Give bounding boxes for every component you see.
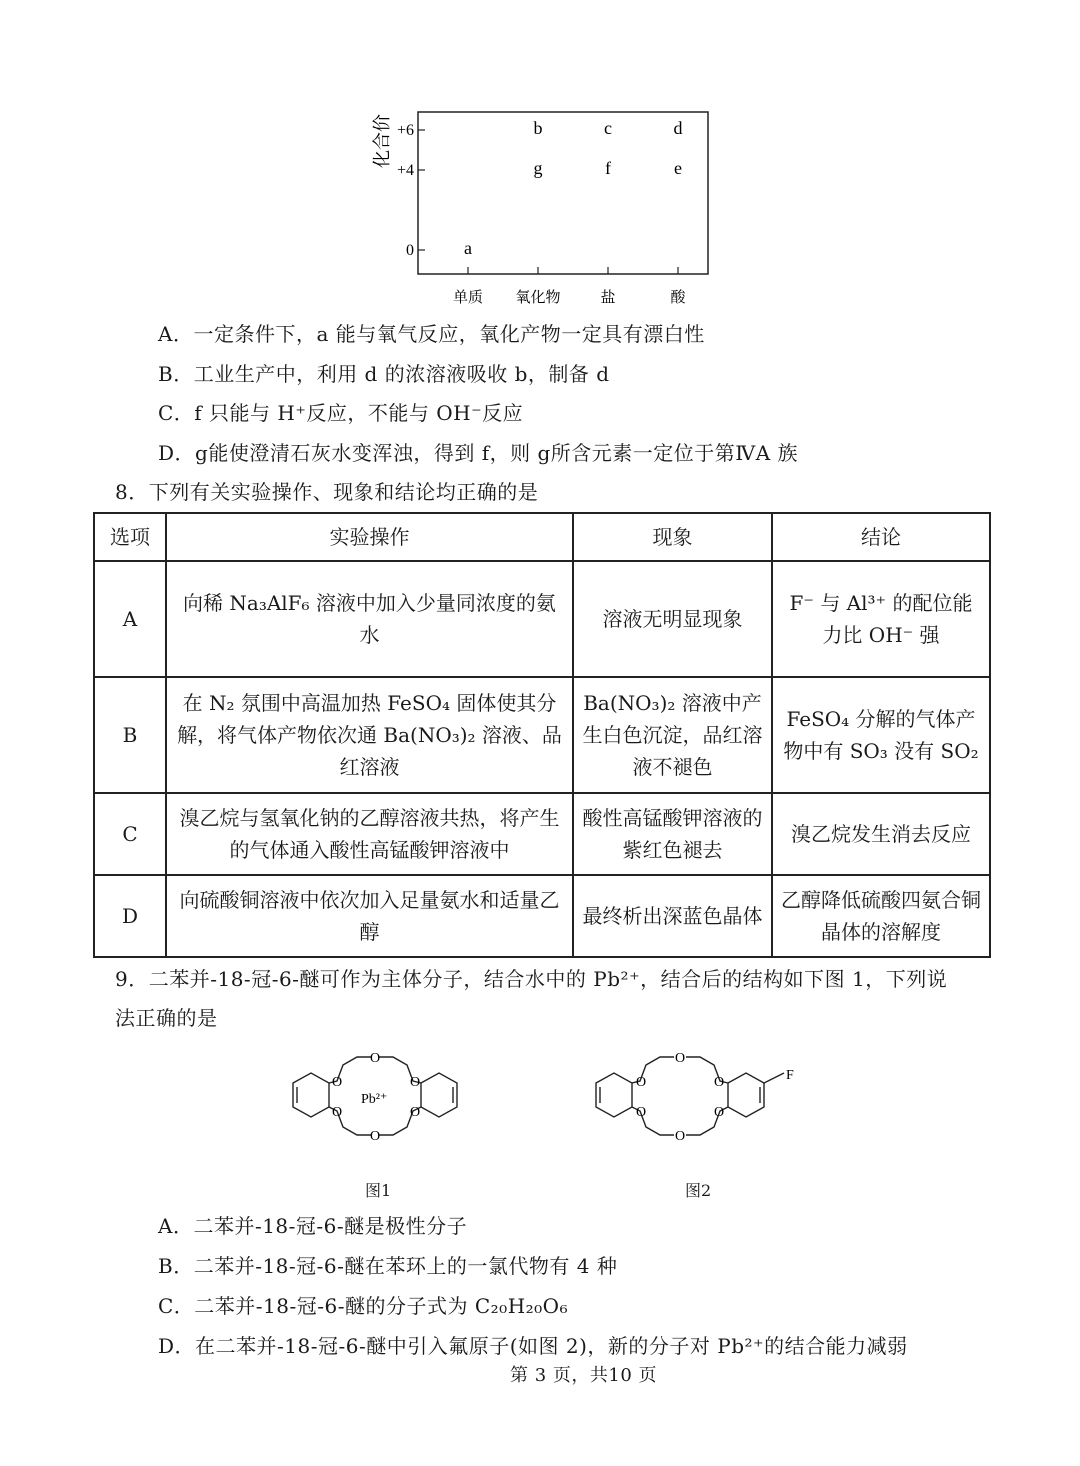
y-tick-label: 0 [406,242,414,259]
oxygen-label: O [675,1129,686,1144]
table-row [94,677,990,793]
figure-2-fluorinated-crown-ether [588,1045,808,1165]
oxygen-label: O [636,1105,647,1120]
q7-option-b: B．工业生产中，利用 d 的浓溶液吸收 b，制备 d [158,362,610,386]
data-point-d: d [673,118,683,138]
data-point-g: g [533,158,543,178]
row-phenomenon: 最终析出深蓝色晶体 [573,875,772,957]
header-conclusion: 结论 [772,513,990,561]
x-tick-label: 酸 [670,288,686,306]
row-conclusion: F⁻ 与 Al³⁺ 的配位能力比 OH⁻ 强 [772,561,990,677]
oxygen-label: O [332,1075,343,1090]
fluorine-label: F [786,1068,794,1083]
table-header-row [94,513,990,561]
row-conclusion: FeSO₄ 分解的气体产物中有 SO₃ 没有 SO₂ [772,677,990,793]
oxygen-label: O [636,1075,647,1090]
header-phenomenon: 现象 [573,513,772,561]
figure-2-caption: 图2 [685,1181,712,1200]
q7-option-a: A．一定条件下，a 能与氧气反应，氧化产物一定具有漂白性 [158,322,705,346]
row-conclusion: 溴乙烷发生消去反应 [772,793,990,875]
data-point-e: e [674,158,682,178]
row-operation: 向硫酸铜溶液中依次加入足量氨水和适量乙醇 [166,875,573,957]
figure-1-caption: 图1 [365,1181,392,1200]
header-operation: 实验操作 [166,513,573,561]
x-tick-label: 氧化物 [515,288,561,306]
row-conclusion: 乙醇降低硫酸四氨合铜晶体的溶解度 [772,875,990,957]
oxygen-label: O [714,1075,725,1090]
row-phenomenon: 溶液无明显现象 [573,561,772,677]
oxygen-label: O [714,1105,725,1120]
pb-ion-label: Pb²⁺ [361,1092,388,1107]
oxygen-label: O [410,1075,421,1090]
data-point-b: b [533,118,543,138]
oxygen-label: O [410,1105,421,1120]
row-option: A [94,561,166,677]
valence-chart [360,100,720,315]
q9-option-a: A．二苯并-18-冠-6-醚是极性分子 [158,1214,468,1238]
row-phenomenon: 酸性高锰酸钾溶液的紫红色褪去 [573,793,772,875]
q8-stem: 8．下列有关实验操作、现象和结论均正确的是 [115,480,539,504]
q7-option-d: D．g能使澄清石灰水变浑浊，得到 f，则 g所含元素一定位于第ⅣA 族 [158,441,799,465]
q9-stem-line1: 9．二苯并-18-冠-6-醚可作为主体分子，结合水中的 Pb²⁺，结合后的结构如下图 1，下列说 [115,967,948,991]
x-tick-label: 单质 [452,288,484,306]
chart-ylabel: 化合价 [372,114,392,168]
page-footer: 第 3 页，共10 页 [510,1365,658,1386]
chart-frame [418,112,708,274]
q9-option-b: B．二苯并-18-冠-6-醚在苯环上的一氯代物有 4 种 [158,1254,618,1278]
figure-1-crown-ether [275,1045,475,1165]
row-operation: 在 N₂ 氛围中高温加热 FeSO₄ 固体使其分解，将气体产物依次通 Ba(NO₃)₂ 溶液、品红溶液 [166,677,573,793]
row-option: C [94,793,166,875]
row-option: B [94,677,166,793]
oxygen-label: O [675,1051,686,1066]
oxygen-label: O [370,1129,381,1144]
data-point-a: a [464,238,472,258]
y-tick-label: +4 [396,162,414,179]
row-phenomenon: Ba(NO₃)₂ 溶液中产生白色沉淀，品红溶液不褪色 [573,677,772,793]
q9-stem-line2: 法正确的是 [115,1006,218,1030]
q9-option-d: D．在二苯并-18-冠-6-醚中引入氟原子(如图 2)，新的分子对 Pb²⁺的结合能力减弱 [158,1334,908,1358]
row-option: D [94,875,166,957]
data-point-c: c [604,118,612,138]
y-tick-label: +6 [396,122,414,139]
oxygen-label: O [332,1105,343,1120]
x-tick-label: 盐 [600,288,616,306]
q7-option-c: C．f 只能与 H⁺反应，不能与 OH⁻反应 [158,401,524,425]
q8-table [93,512,991,958]
header-option: 选项 [94,513,166,561]
row-operation: 向稀 Na₃AlF₆ 溶液中加入少量同浓度的氨水 [166,561,573,677]
table-row [94,561,990,677]
table-row [94,875,990,957]
row-operation: 溴乙烷与氢氧化钠的乙醇溶液共热，将产生的气体通入酸性高锰酸钾溶液中 [166,793,573,875]
data-point-f: f [605,158,611,178]
q9-option-c: C．二苯并-18-冠-6-醚的分子式为 C₂₀H₂₀O₆ [158,1294,569,1318]
oxygen-label: O [370,1051,381,1066]
table-row [94,793,990,875]
